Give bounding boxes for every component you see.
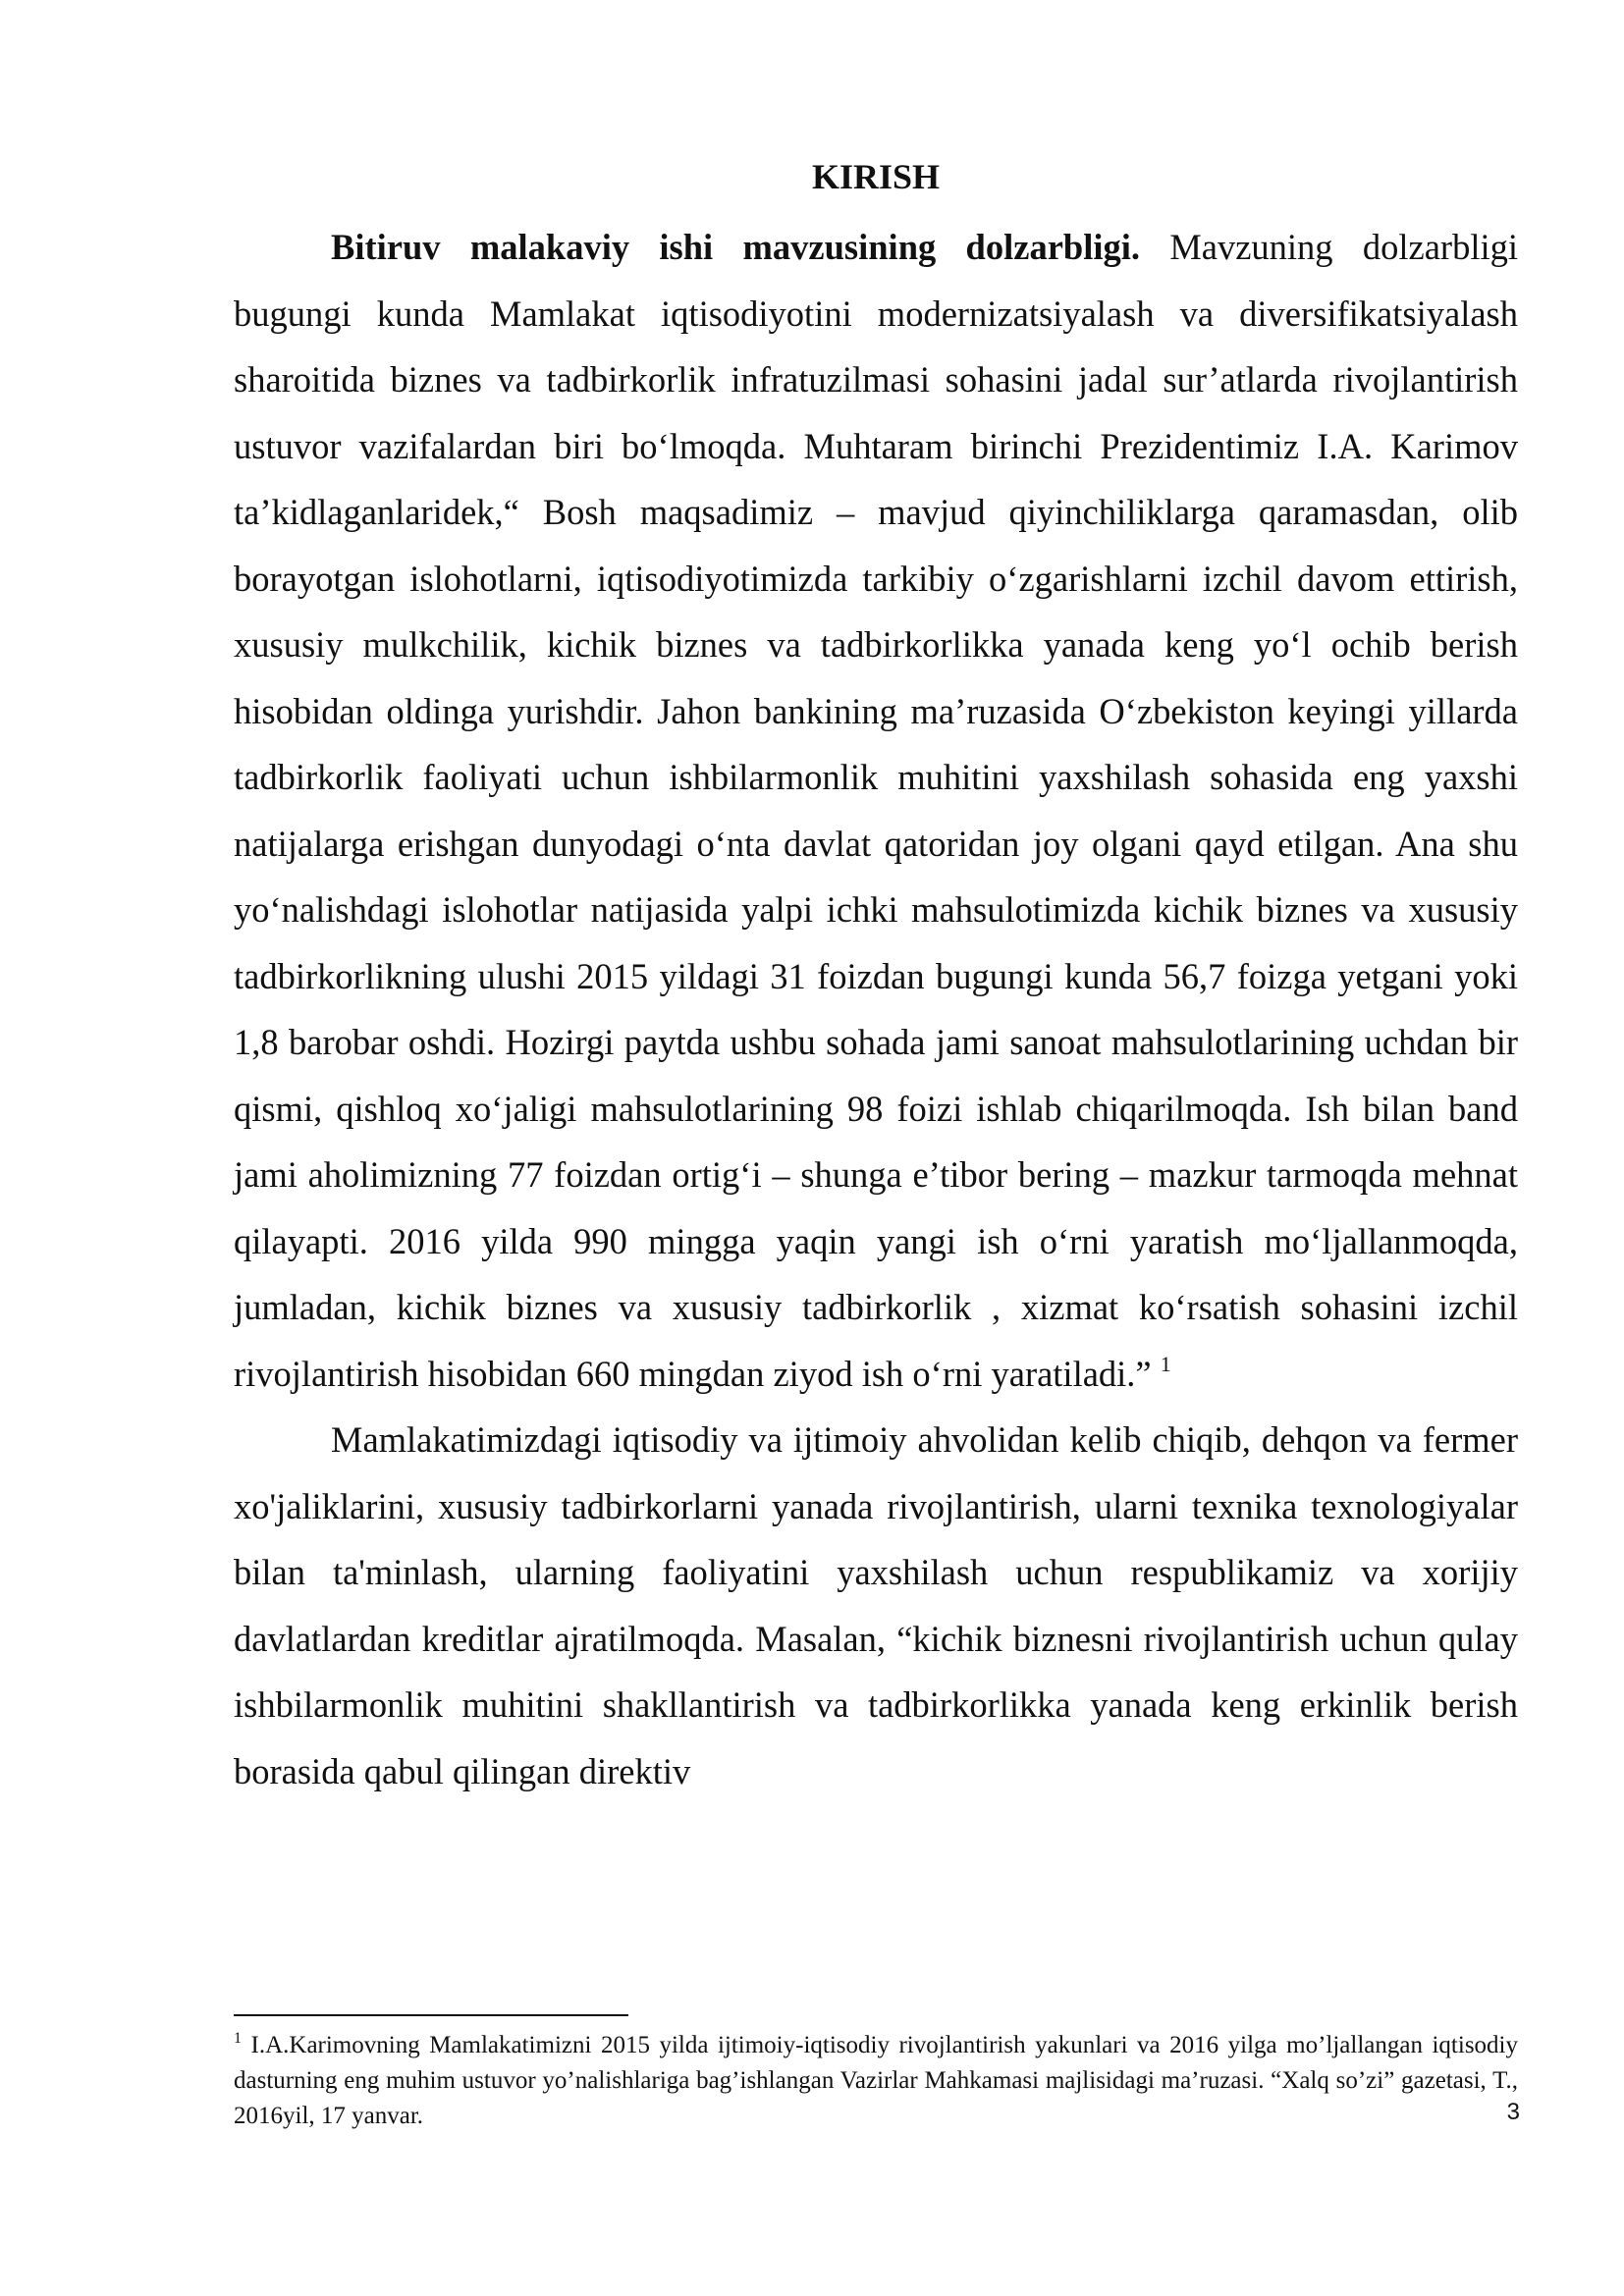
- paragraph-relevance: [234, 214, 1518, 1407]
- footnote-reference: 1: [1160, 1351, 1171, 1376]
- footnote-marker: 1: [234, 2030, 242, 2047]
- section-heading-relevance: Bitiruv malakaviy ishi mavzusining dolzarbligi.: [331, 227, 1140, 267]
- page-number: 3: [1506, 2099, 1520, 2125]
- footnote-divider: [234, 2014, 628, 2016]
- body-text: [234, 214, 1518, 1804]
- page-title: KIRISH: [811, 157, 941, 196]
- paragraph-credits: Mamlakatimizdagi iqtisodiy va ijtimoiy ahvolidan kelib chiqib, dehqon va fermer xo'jaliklarini, xususiy tadbirkorlarni yanada rivojlantirish, ularni texnika texnologiyalar bilan ta'minlash, ularning faoliyatini yaxshilash uchun respublikamiz va xorijiy davlatlardan kreditlar ajratilmoqda. Masalan, “kichik biznesni rivojlantirish uchun qulay ishbilarmonlik muhitini shakllantirish va tadbirkorlikka yanada keng erkinlik berish borasida qabul qilingan direktiv: [234, 1419, 1518, 1791]
- paragraph-relevance-text: Mavzuning dolzarbligi bugungi kunda Mamlakat iqtisodiyotini modernizatsiyalash va diversifikatsiyalash sharoitida biznes va tadbirkorlik infratuzilmasi sohasini jadal sur’atlarda rivojlantirish ustuvor vazifalardan biri bo‘lmoqda. Muhtaram birinchi Prezidentimiz I.A. Karimov ta’kidlaganlaridek,“ Bosh maqsadimiz – mavjud qiyinchiliklarga qaramasdan, olib borayotgan islohotlarni, iqtisodiyotimizda tarkibiy o‘zgarishlarni izchil davom ettirish, xususiy mulkchilik, kichik biznes va tadbirkorlikka yanada keng yo‘l ochib berish hisobidan oldinga yurishdir. Jahon bankining ma’ruzasida O‘zbekiston keyingi yillarda tadbirkorlik faoliyati uchun ishbilarmonlik muhitini yaxshilash sohasida eng yaxshi natijalarga erishgan dunyodagi o‘nta davlat qatoridan joy olgani qayd etilgan. Ana shu yo‘nalishdagi islohotlar natijasida yalpi ichki mahsulotimizda kichik biznes va xususiy tadbirkorlikning ulushi 2015 yildagi 31 foizdan bugungi kunda 56,7 foizga yetgani yoki 1,8 barobar oshdi. Hozirgi paytda ushbu sohada jami sanoat mahsulotlarining uchdan bir qismi, qishloq xo‘jaligi mahsulotlarining 98 foizi ishlab chiqarilmoqda. Ish bilan band jami aholimizning 77 foizdan ortig‘i – shunga e’tibor bering – mazkur tarmoqda mehnat qilayapti. 2016 yilda 990 mingga yaqin yangi ish o‘rni yaratish mo‘ljallanmoqda, jumladan, kichik biznes va xususiy tadbirkorlik , xizmat ko‘rsatish sohasini izchil rivojlantirish hisobidan 660 mingdan ziyod ish o‘rni yaratiladi.”: [234, 227, 1518, 1394]
- footnote: [234, 2028, 1518, 2134]
- footnote-text: I.A.Karimovning Mamlakatimizni 2015 yilda ijtimoiy-iqtisodiy rivojlantirish yakunlari va 2016 yilga mo’ljallangan iqtisodiy dasturning eng muhim ustuvor yo’nalishlariga bag’ishlangan Vazirlar Mahkamasi majlisidagi ma’ruzasi. “Xalq so’zi” gazetasi, T., 2016yil, 17 yanvar.: [234, 2032, 1518, 2129]
